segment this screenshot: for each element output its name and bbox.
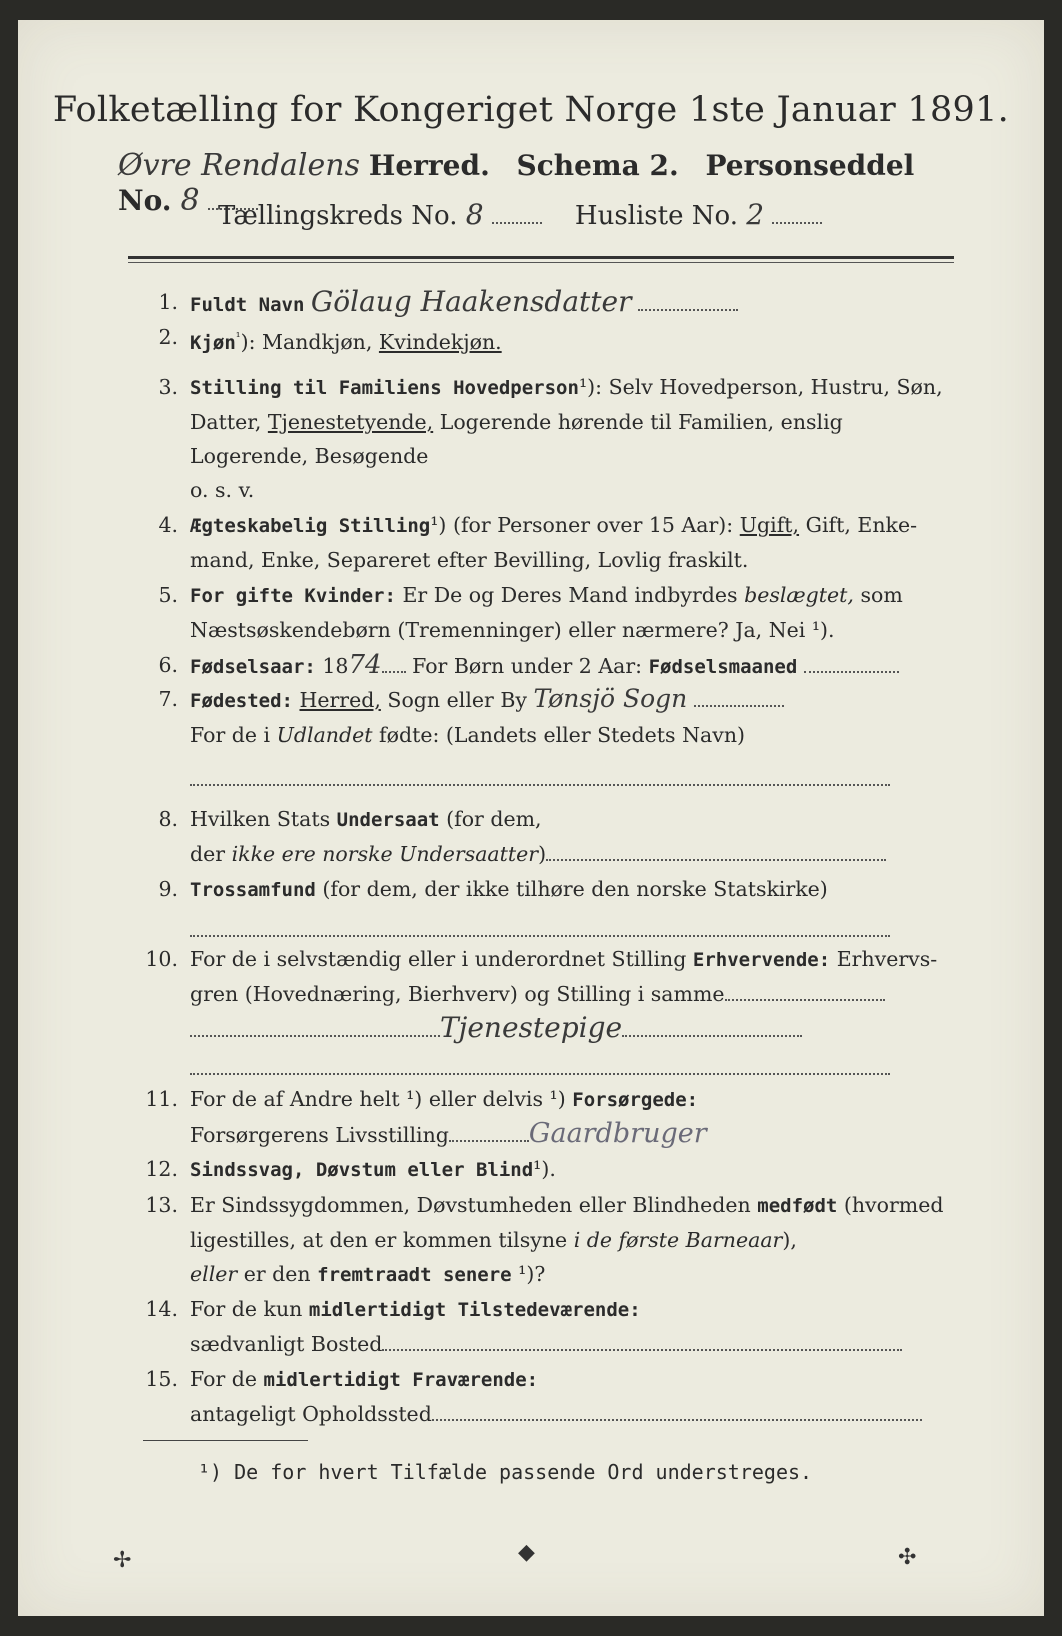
value-erhverv: Tjenestepige xyxy=(440,1011,623,1044)
text: For de kun xyxy=(190,1297,303,1321)
header-rule xyxy=(128,256,954,263)
text: Sogn eller By xyxy=(387,688,527,712)
item-number: 4. xyxy=(158,513,178,537)
option-herred: Herred, xyxy=(299,688,381,712)
dotted-line xyxy=(190,1035,440,1037)
schema-label: Schema 2. xyxy=(516,149,679,182)
text: (for dem, der ikke tilhøre den norske Statskirke) xyxy=(322,877,828,901)
dotted-line xyxy=(804,671,899,673)
dotted-line xyxy=(190,1073,890,1075)
text: eller xyxy=(190,1262,238,1286)
text: sædvanligt Bosted xyxy=(190,1332,383,1356)
header-line-kreds xyxy=(218,198,954,238)
text: antageligt Opholdssted xyxy=(190,1402,432,1426)
item-number: 3. xyxy=(158,375,178,399)
husliste-no: 2 xyxy=(746,198,765,231)
footnote-ref: ¹ xyxy=(235,330,241,344)
dotted-line xyxy=(449,1140,529,1142)
label-erhvervende: Erhvervende: xyxy=(692,949,831,971)
text: Forsørgerens Livsstilling xyxy=(190,1123,449,1147)
text: Logerende hørende til Familien, enslig xyxy=(439,410,843,434)
option-ugift: Ugift, xyxy=(739,513,800,537)
footnote: ¹) De for hvert Tilfælde passende Ord understreges. xyxy=(198,1460,813,1484)
value-fuldt-navn: Gölaug Haakensdatter xyxy=(310,285,632,318)
form-title: Folketælling for Kongeriget Norge 1ste Januar 1891. xyxy=(52,90,1010,130)
dotted-line xyxy=(725,999,885,1001)
item-number: 11. xyxy=(145,1087,178,1111)
text: der xyxy=(190,842,226,866)
kreds-no: 8 xyxy=(465,198,484,231)
item-number: 8. xyxy=(158,807,178,831)
label-sindssvag: Sindssvag, Døvstum eller Blind xyxy=(190,1159,534,1181)
label-tilstedevaerende: midlertidigt Tilstedeværende: xyxy=(308,1299,641,1321)
footnote-rule xyxy=(143,1440,308,1441)
dotted-line xyxy=(190,784,890,786)
item-number: 14. xyxy=(145,1297,178,1321)
text: Logerende, Besøgende xyxy=(190,444,429,468)
label-aegteskabelig: Ægteskabelig Stilling xyxy=(190,515,431,537)
text: beslægtet, xyxy=(744,583,854,607)
label-fremtraadt: fremtraadt senere xyxy=(317,1264,512,1286)
text: Udlandet xyxy=(276,723,373,747)
text: fødte: (Landets eller Stedets Navn) xyxy=(379,723,746,747)
value-fodselsaar: 74 xyxy=(348,650,382,680)
text: Er De og Deres Mand indbyrdes xyxy=(402,583,738,607)
husliste-label: Husliste No. xyxy=(574,201,738,231)
text: ligestilles, at den er kommen tilsyne xyxy=(190,1228,568,1252)
label-forsorgede: Forsørgede: xyxy=(572,1089,699,1111)
text: ¹): Selv Hovedperson, Hustru, Søn, xyxy=(578,375,943,399)
item-number: 7. xyxy=(158,687,178,711)
text: Næstsøskendebørn (Tremenninger) eller nærmere? Ja, Nei ¹). xyxy=(190,618,835,642)
text: er den xyxy=(243,1262,311,1286)
label-medfodt: medfødt xyxy=(757,1195,838,1217)
text: ¹)? xyxy=(518,1262,546,1286)
text: ¹) (for Personer over 15 Aar): xyxy=(430,513,734,537)
dotted-line xyxy=(432,1419,922,1421)
text: For de xyxy=(190,1367,258,1391)
text: Er Sindssygdommen, Døvstumheden eller Blindheden xyxy=(190,1193,751,1217)
text: For de i xyxy=(190,723,271,747)
text: ikke ere norske Undersaatter xyxy=(231,842,539,866)
text: i de første Barneaar xyxy=(573,1228,783,1252)
corner-mark-icon: ✣ xyxy=(898,1545,917,1570)
label-fuldt-navn: Fuldt Navn xyxy=(190,294,305,316)
item-number: 6. xyxy=(158,653,178,677)
personseddel-no: 8 xyxy=(180,183,200,218)
item-number: 2. xyxy=(158,325,178,349)
label-fodested: Fødested: xyxy=(190,690,293,712)
text: For de i selvstændig eller i underordnet Stilling xyxy=(190,947,687,971)
text: 18 xyxy=(322,654,349,678)
option-kvindekjon: Kvindekjøn. xyxy=(378,329,502,354)
value-fodested: Tønsjö Sogn xyxy=(533,684,688,713)
kreds-label: Tællingskreds No. xyxy=(218,201,458,231)
dotted-line xyxy=(694,705,784,707)
dotted-line xyxy=(622,1035,802,1037)
text: ¹). xyxy=(533,1157,556,1181)
text: gren (Hovednæring, Bierhverv) og Stilling i samme xyxy=(190,982,725,1006)
text: som xyxy=(860,583,903,607)
personseddel-label: Personseddel No. xyxy=(118,149,915,217)
dotted-line xyxy=(190,935,890,937)
text: Erhvervs- xyxy=(836,947,938,971)
text: ) xyxy=(538,842,547,866)
label-kjon: Kjøn xyxy=(190,331,236,354)
herred-label: Herred. xyxy=(368,149,490,182)
item-number: 1. xyxy=(158,290,178,314)
dotted-line xyxy=(382,671,406,673)
dotted-line xyxy=(492,222,542,224)
text: ), xyxy=(782,1228,797,1252)
option-tjenestetyende: Tjenestetyende, xyxy=(267,410,434,434)
text: Gift, Enke- xyxy=(805,513,918,537)
label-fodselsmaaned: Fødselsmaaned xyxy=(648,656,798,678)
item-number: 9. xyxy=(158,877,178,901)
text: ): Mandkjøn, xyxy=(240,329,373,354)
label-trossamfund: Trossamfund xyxy=(190,879,316,901)
text: Hvilken Stats xyxy=(190,807,331,831)
label-undersaat: Undersaat xyxy=(336,809,440,831)
value-forsorger: Gaardbruger xyxy=(528,1118,707,1149)
text: For de af Andre helt ¹) eller delvis ¹) xyxy=(190,1087,566,1111)
dotted-line xyxy=(638,309,738,311)
corner-mark-icon: ✢ xyxy=(113,1548,132,1573)
herred-handwritten: Øvre Rendalens xyxy=(118,148,360,183)
text: For Børn under 2 Aar: xyxy=(412,654,643,678)
item-number: 12. xyxy=(145,1157,178,1181)
item-number: 10. xyxy=(145,947,178,971)
item-number: 15. xyxy=(145,1367,178,1391)
item-number: 13. xyxy=(145,1193,178,1217)
census-form xyxy=(18,20,1044,1616)
text: o. s. v. xyxy=(190,478,255,502)
label-fodselsaar: Fødselsaar: xyxy=(190,656,316,678)
label-fravaerende: midlertidigt Fraværende: xyxy=(263,1369,539,1391)
text: Datter, xyxy=(190,410,262,434)
item-number: 5. xyxy=(158,583,178,607)
text: (for dem, xyxy=(446,807,542,831)
dotted-line xyxy=(382,1349,902,1351)
text: mand, Enke, Separeret efter Bevilling, Lovlig fraskilt. xyxy=(190,548,749,572)
dotted-line xyxy=(546,859,886,861)
label-gifte-kvinder: For gifte Kvinder: xyxy=(190,585,396,607)
dotted-line xyxy=(772,222,822,224)
center-mark-icon: ◆ xyxy=(518,1540,535,1565)
text: (hvormed xyxy=(843,1193,944,1217)
label-stilling: Stilling til Familiens Hovedperson xyxy=(190,377,579,399)
